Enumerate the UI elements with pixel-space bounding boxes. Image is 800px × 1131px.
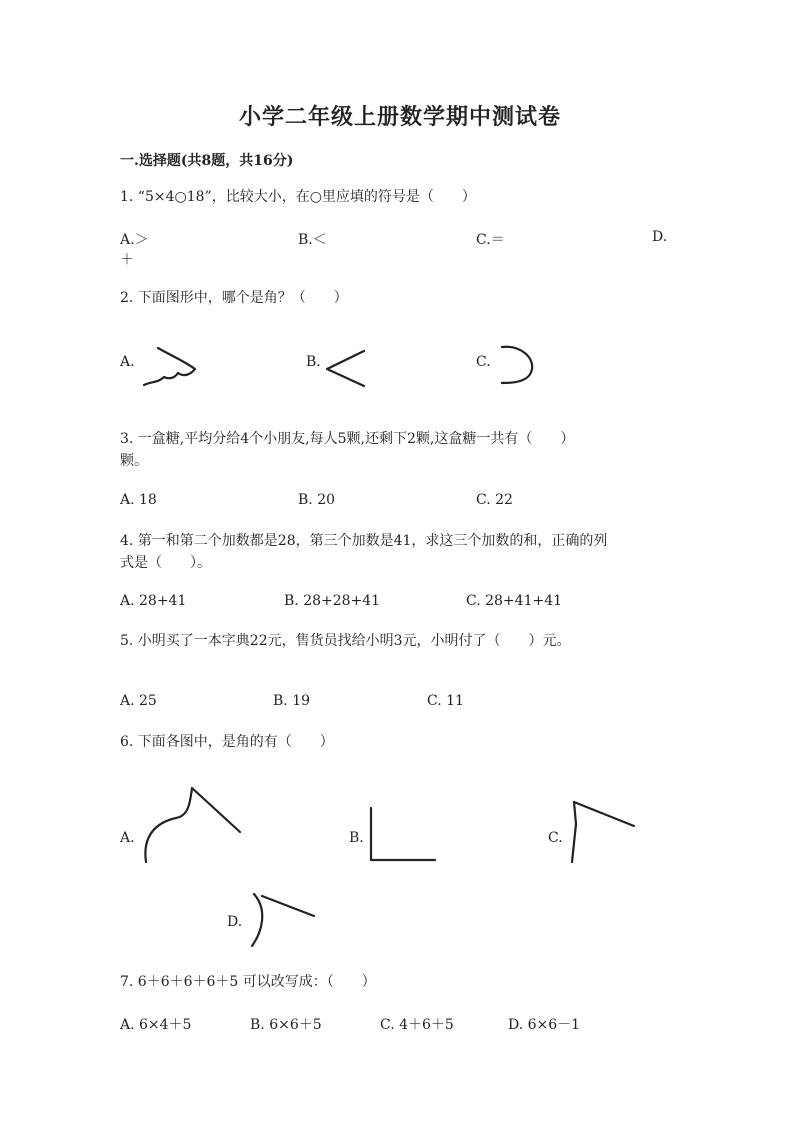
q2-figure-c-curve bbox=[496, 343, 540, 387]
question-5: 5. 小明买了一本字典22元，售货员找给小明3元，小明付了（ ）元。 bbox=[120, 633, 571, 649]
q1-option-b[interactable]: B.＜ bbox=[298, 232, 327, 248]
q1-option-d-symbol: ＋ bbox=[120, 252, 134, 268]
q1-option-a[interactable]: A.＞ bbox=[120, 232, 149, 248]
q6-option-b[interactable]: B. bbox=[349, 830, 364, 846]
q2-option-b[interactable]: B. bbox=[306, 354, 321, 370]
q7-option-d[interactable]: D. 6×6－1 bbox=[508, 1017, 581, 1033]
q2-option-c[interactable]: C. bbox=[476, 354, 491, 370]
question-3: 3. 一盒糖,平均分给4个小朋友,每人5颗,还剩下2颗,这盒糖一共有（ ） bbox=[120, 431, 575, 447]
q4-option-b[interactable]: B. 28+28+41 bbox=[284, 593, 381, 609]
q6-option-d[interactable]: D. bbox=[227, 914, 243, 930]
q5-option-c[interactable]: C. 11 bbox=[427, 693, 464, 709]
page-title: 小学二年级上册数学期中测试卷 bbox=[238, 104, 561, 130]
q6-option-a[interactable]: A. bbox=[120, 830, 135, 846]
q1-option-c[interactable]: C.＝ bbox=[476, 232, 505, 248]
question-4-continued: 式是（ ）。 bbox=[120, 555, 211, 571]
q7-option-a[interactable]: A. 6×4＋5 bbox=[120, 1017, 192, 1033]
question-2: 2. 下面图形中，哪个是角？（ ） bbox=[120, 290, 348, 306]
q2-figure-a-zigzag bbox=[140, 345, 202, 391]
q5-option-a[interactable]: A. 25 bbox=[120, 693, 157, 709]
q4-option-a[interactable]: A. 28+41 bbox=[120, 593, 187, 609]
q2-figure-b-angle bbox=[322, 348, 370, 390]
q1-option-d[interactable]: D. bbox=[652, 229, 668, 245]
q6-figure-a-curve bbox=[138, 784, 248, 864]
q7-option-c[interactable]: C. 4＋6＋5 bbox=[380, 1017, 454, 1033]
q4-option-c[interactable]: C. 28+41+41 bbox=[466, 593, 563, 609]
question-6: 6. 下面各图中，是角的有（ ） bbox=[120, 734, 334, 750]
question-1: 1. “5×4○18”，比较大小，在○里应填的符号是（ ） bbox=[120, 189, 476, 205]
q3-option-b[interactable]: B. 20 bbox=[298, 492, 336, 508]
q3-option-a[interactable]: A. 18 bbox=[120, 492, 157, 508]
section-heading: 一.选择题(共8题，共16分) bbox=[120, 153, 294, 169]
q6-figure-d-curve bbox=[246, 888, 320, 950]
q6-option-c[interactable]: C. bbox=[548, 830, 563, 846]
question-4: 4. 第一和第二个加数都是28，第三个加数是41，求这三个加数的和，正确的列 bbox=[120, 533, 608, 549]
q3-option-c[interactable]: C. 22 bbox=[476, 492, 513, 508]
q6-figure-c-angle bbox=[566, 796, 642, 866]
q5-option-b[interactable]: B. 19 bbox=[273, 693, 311, 709]
question-7: 7. 6＋6＋6＋6＋5 可以改写成：（ ） bbox=[120, 974, 376, 990]
q7-option-b[interactable]: B. 6×6＋5 bbox=[250, 1017, 322, 1033]
q2-option-a[interactable]: A. bbox=[120, 354, 135, 370]
q6-figure-b-right-angle bbox=[365, 804, 441, 864]
question-3-continued: 颗。 bbox=[120, 453, 148, 469]
